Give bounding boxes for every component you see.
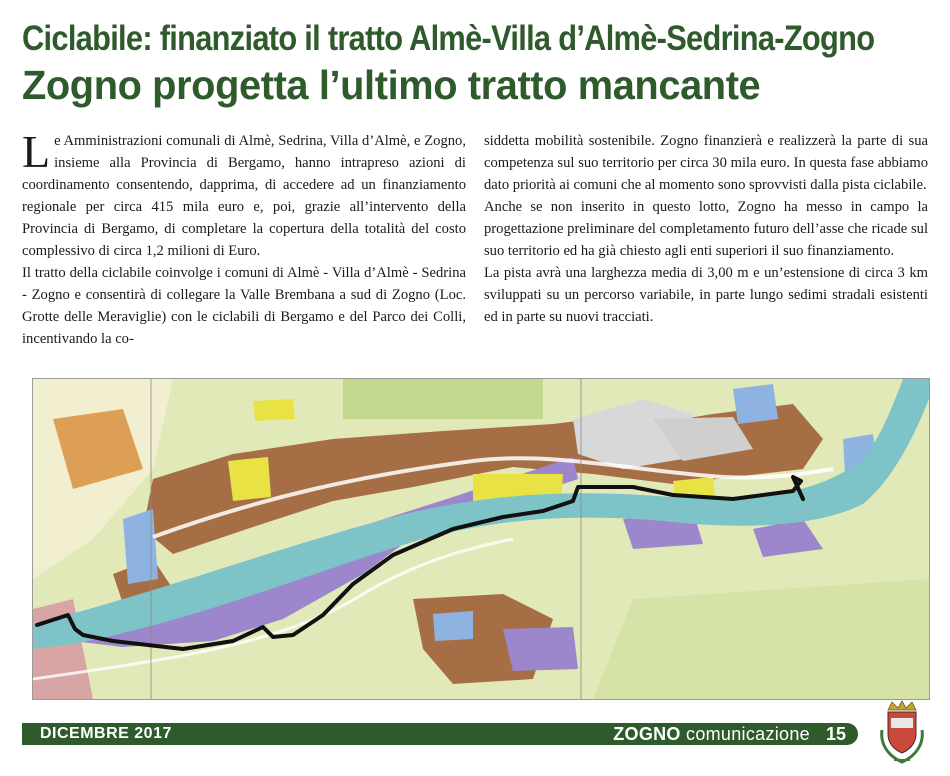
column-left bbox=[22, 130, 466, 368]
publication-name-bold: ZOGNO bbox=[613, 724, 681, 744]
issue-date: DICEMBRE 2017 bbox=[40, 725, 172, 742]
drop-cap: L bbox=[22, 130, 51, 177]
municipal-coat-of-arms-icon bbox=[876, 700, 928, 770]
column-right bbox=[484, 130, 928, 368]
page-number: 15 bbox=[825, 724, 846, 744]
paragraph: Anche se non inserito in questo lotto, Zogno ha messo in campo la progettazione preliminare del completamento futuro dell’asse che ricade sul suo territorio ed ha già chiesto agli enti superiori il suo finanziamento. bbox=[484, 199, 928, 259]
headline bbox=[22, 18, 932, 110]
cycle-route-map bbox=[32, 378, 930, 700]
map-graphic bbox=[33, 379, 929, 699]
paragraph-text: e Amministrazioni comunali di Almè, Sedrina, Villa d’Almè, e Zogno, insieme alla Provincia di Bergamo, hanno intrapreso azioni di coordinamento consentendo, dapprima, di accedere ad un finanziamento regionale per circa 415 mila euro e, poi, grazie all’intervento della Provincia di Bergamo, di completare la copertura della totalità del costo complessivo di circa 1,2 milioni di Euro. bbox=[22, 133, 466, 259]
publication-name bbox=[613, 724, 810, 745]
paragraph: Il tratto della ciclabile coinvolge i comuni di Almè - Villa d’Almè - Sedrina - Zogno e consentirà di collegare la Valle Brembana a sud di Zogno (Loc. Grotte delle Meraviglie) con le ciclabili di Bergamo e del Parco dei Colli, incentivando la co- bbox=[22, 265, 466, 347]
page-footer bbox=[22, 723, 858, 745]
paragraph: La pista avrà una larghezza media di 3,00 m e un’estensione di circa 3 km sviluppati su un percorso variabile, in parte lungo sedimi stradali esistenti ed in parte su nuovi tracciati. bbox=[484, 265, 928, 325]
paragraph bbox=[22, 130, 466, 262]
publication-name-rest: comunicazione bbox=[680, 724, 810, 744]
article-body bbox=[22, 130, 928, 368]
paragraph: siddetta mobilità sostenibile. Zogno finanzierà e realizzerà la parte di sua competenza sul suo territorio per circa 30 mila euro. In questa fase abbiamo dato priorità ai comuni che al momento sono sprovvisti dalla pista ciclabile. bbox=[484, 133, 928, 193]
article-title: Ciclabile: finanziato il tratto Almè-Villa d’Almè-Sedrina-Zogno bbox=[22, 19, 875, 58]
article-subtitle: Zogno progetta l’ultimo tratto mancante bbox=[22, 62, 761, 108]
